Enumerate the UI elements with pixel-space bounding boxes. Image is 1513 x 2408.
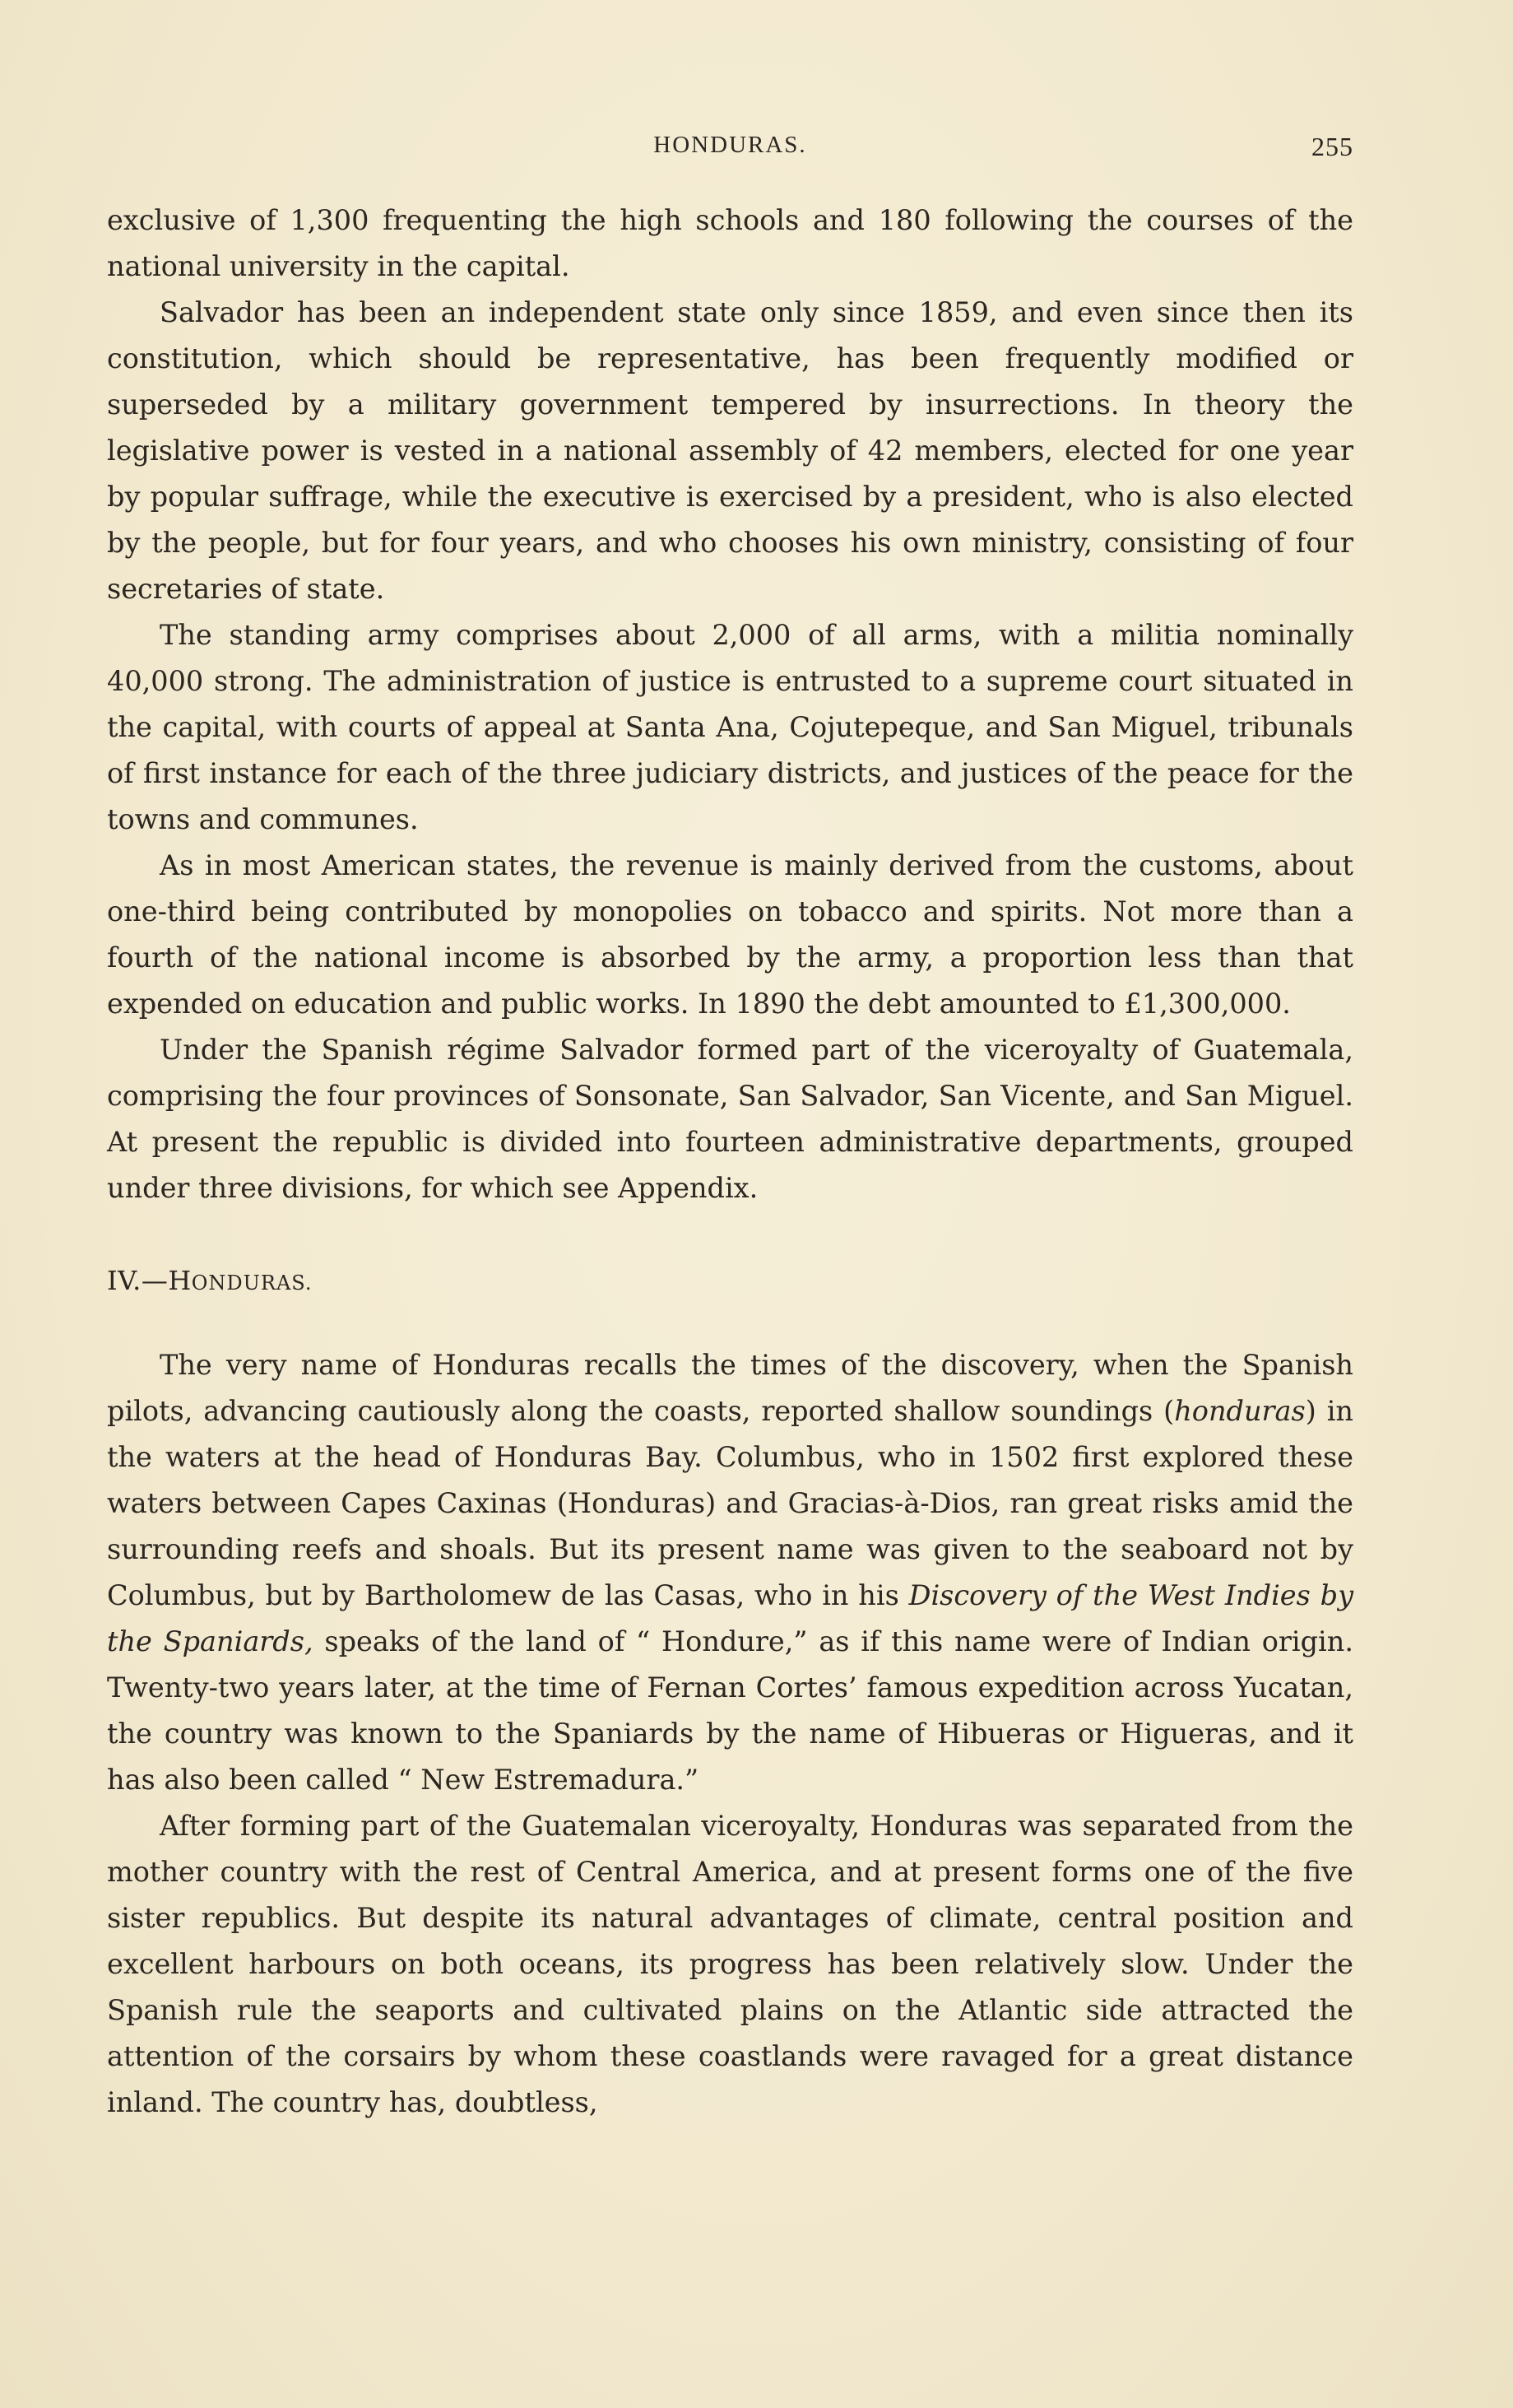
italic-book-title: Discovery of the West Indies by the Spaniards, [107, 1579, 1353, 1657]
section-initial: H [168, 1265, 192, 1296]
italic-term: honduras [1174, 1395, 1306, 1427]
running-title: HONDURAS. [653, 132, 807, 158]
section-heading [107, 1257, 1353, 1306]
text-run: ) in the waters at the head of Honduras Bay. Columbus, who in 1502 first explored these waters between Capes Caxinas (Honduras) and Gracias-à-Dios, ran great risks amid the surrounding reefs and shoals. But its present name was given to the seaboard not by Columbus, but by Bartholomew de las Casas, who in his [107, 1395, 1353, 1611]
paragraph-revenue: As in most American states, the revenue is mainly derived from the customs, about one-third being contributed by monopolies on tobacco and spirits. Not more than a fourth of the national income is absorbed by the army, a proportion less than that expended on education and public works. In 1890 the debt amounted to £1,300,000. [107, 849, 1353, 1020]
paragraph-administration: Under the Spanish régime Salvador formed part of the viceroyalty of Guatemala, comprising the four provinces of Sonsonate, San Salvador, San Vicente, and San Miguel. At present the republic is divided into fourteen administrative departments, grouped under three divisions, for which see Appendix. [107, 1034, 1353, 1204]
paragraph-honduras-name [107, 1342, 1353, 1803]
paragraph-constitution: Salvador has been an independent state only since 1859, and even since then its constitution, which should be representative, has been frequently modified or superseded by a military government tempered by insurrections. In theory the legislative power is vested in a national assembly of 42 members, elected for one year by popular suffrage, while the executive is exercised by a president, who is also elected by the people, but for four years, and who chooses his own ministry, consisting of four secretaries of state. [107, 296, 1353, 605]
paragraph-continued: exclusive of 1,300 frequenting the high schools and 180 following the courses of the national university in the capital. [107, 204, 1353, 282]
text-run: speaks of the land of “ Hondure,” as if this name were of Indian origin. Twenty-two years later, at the time of Fernan Cortes’ famous expedition across Yucatan, the country was known to the Spaniards by the name of Hibueras or Higueras, and it has also been called “ New Estremadura.” [107, 1625, 1353, 1796]
section-numeral: IV.— [107, 1265, 169, 1296]
page-number: 255 [1311, 132, 1353, 161]
paragraph-army-justice: The standing army comprises about 2,000 of all arms, with a militia nominally 40,000 strong. The administration of justice is entrusted to a supreme court situated in the capital, with courts of appeal at Santa Ana, Cojutepeque, and San Miguel, tribunals of first instance for each of the three judiciary districts, and justices of the peace for the towns and communes. [107, 619, 1353, 835]
section-title-rest: ONDURAS. [191, 1271, 313, 1295]
body-text [107, 198, 1353, 2126]
page-header [107, 132, 1353, 173]
text-run: The very name of Honduras recalls the times of the discovery, when the Spanish pilots, advancing cautiously along the coasts, reported shallow soundings ( [107, 1349, 1353, 1427]
paragraph-honduras-history: After forming part of the Guatemalan viceroyalty, Honduras was separated from the mother country with the rest of Central America, and at present forms one of the five sister republics. But despite its natural advantages of climate, central position and excellent harbours on both oceans, its progress has been relatively slow. Under the Spanish rule the seaports and cultivated plains on the Atlantic side attracted the attention of the corsairs by whom these coastlands were ravaged for a great distance inland. The country has, doubtless, [107, 1810, 1353, 2118]
